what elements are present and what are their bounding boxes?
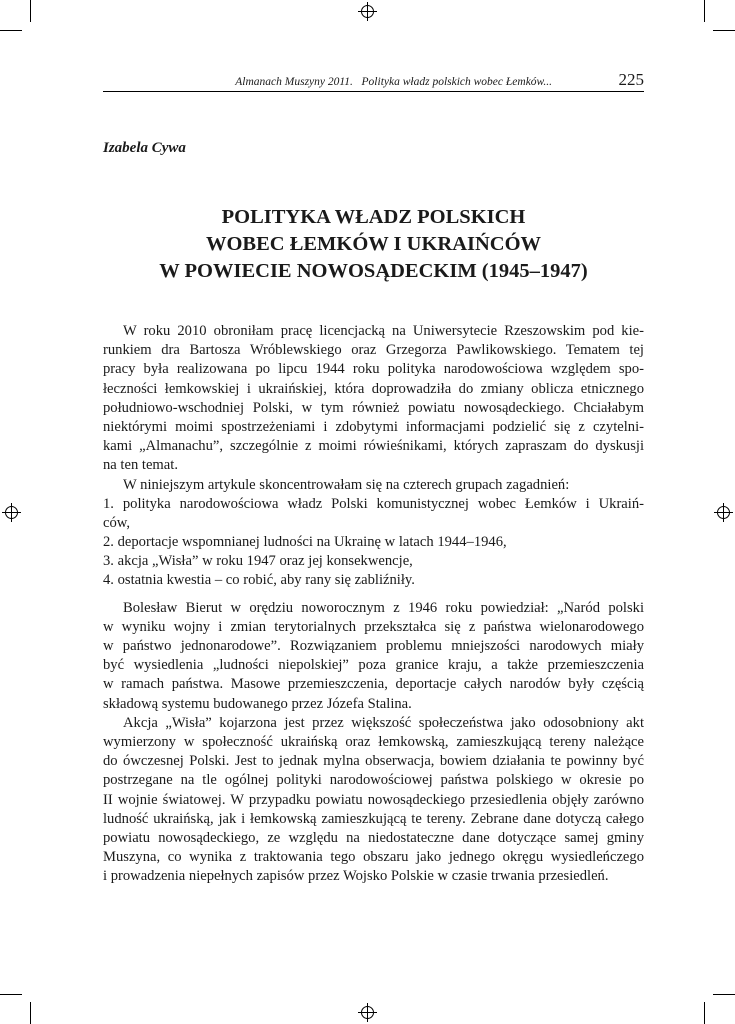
crop-mark (713, 994, 735, 995)
registration-mark-icon (361, 1006, 374, 1019)
text-line: na ten temat. (103, 457, 178, 474)
running-header (103, 70, 644, 92)
paragraph-intro (103, 322, 644, 476)
text-line: południowo-wschodniej Polski, w tym również powiatu nowosądeckiego. Chciałabym (103, 399, 644, 416)
crop-mark (30, 0, 31, 22)
crop-mark (704, 1002, 705, 1024)
article-short-title: Polityka władz polskich wobec Łemków... (361, 76, 552, 88)
text-line: składową systemu budowanego przez Józefa Stalina. (103, 695, 412, 712)
text-line: niektórymi moimi spostrzeżeniami i zdobytymi informacjami podzielić się z czytelni- (103, 418, 644, 435)
title-line: POLITYKA WŁADZ POLSKICH (221, 206, 526, 228)
crop-mark (30, 1002, 31, 1024)
text-line: Muszyna, co wynika z traktowania tego obszaru jako jednego okręgu wysiedleńczego (103, 849, 644, 866)
list-item: ców, (103, 514, 131, 531)
article-title (103, 204, 644, 285)
text-line: powiatu nowosądeckiego, ze względu na niedostateczne dane dotyczące samej gminy (103, 829, 644, 846)
text-line: w wyniku wojny i zmian terytorialnych przekształca się z państwa wielonarodowego (103, 618, 644, 635)
crop-mark (0, 30, 22, 31)
page-number: 225 (618, 70, 644, 89)
list-item: 1. polityka narodowościowa władz Polski komunistycznej wobec Łemków i Ukraiń- (103, 495, 644, 512)
article-body (103, 322, 644, 886)
text-line: W niniejszym artykule skoncentrowałam się na czterech grupach zagadnień: (123, 476, 570, 493)
author-name: Izabela Cywa (103, 140, 186, 156)
paragraph-wisla (103, 714, 644, 887)
list-item: 3. akcja „Wisła” w roku 1947 oraz jej konsekwencje, (103, 553, 413, 570)
registration-mark-icon (5, 506, 18, 519)
title-line: W POWIECIE NOWOSĄDECKIM (1945–1947) (159, 260, 588, 282)
text-line: Bolesław Bierut w orędziu noworocznym z 1946 roku powiedział: „Naród polski (123, 599, 644, 616)
registration-mark-icon (361, 5, 374, 18)
list-item: 4. ostatnia kwestia – co robić, aby rany się zabliźniły. (103, 572, 415, 589)
registration-mark-icon (717, 506, 730, 519)
text-line: kami „Almanachu”, szczególnie z moimi rówieśnikami, których zapraszam do dyskusji (103, 438, 644, 455)
list-item: 2. deportacje wspomnianej ludności na Ukrainę w latach 1944–1946, (103, 534, 507, 551)
text-line: II wojnie światowej. W przypadku powiatu nowosądeckiego przesiedlenia objęły zarówno (103, 791, 644, 808)
running-title (235, 76, 552, 88)
text-line: być wysiedlenia „ludności niepolskiej” poza granice kraju, a także przemieszczenia (103, 657, 644, 674)
journal-name: Almanach Muszyny 2011. (235, 76, 353, 88)
text-line: w państwo jednonarodowe”. Rozwiązaniem problemu mniejszości narodowych miały (103, 638, 644, 654)
paragraph-topics (103, 476, 644, 591)
crop-mark (704, 0, 705, 22)
text-line: do ówczesnej Polski. Jest to jednak mylna obserwacja, bowiem działania te powinny być (103, 753, 644, 770)
text-line: W roku 2010 obroniłam pracę licencjacką na Uniwersytecie Rzeszowskim pod kie- (123, 323, 644, 339)
paragraph-bierut (103, 599, 644, 714)
crop-mark (0, 994, 22, 995)
title-line: WOBEC ŁEMKÓW I UKRAIŃCÓW (205, 233, 542, 255)
text-line: postrzegane na tle ogólnej polityki narodowościowej państwa polskiego w okresie po (103, 772, 644, 789)
text-line: w ramach państwa. Masowe przemieszczenia, deportacje całych narodów były częścią (103, 676, 644, 693)
text-line: ludność ukraińską, jak i łemkowską zamieszkującą te tereny. Zebrane dane dotyczą całego (103, 810, 644, 827)
text-line: łeczności łemkowskiej i ukraińskiej, która doprowadziła do zmiany oblicza etnicznego (103, 380, 644, 397)
text-line: pracy była realizowana po lipcu 1944 roku polityka narodowościowa względem spo- (103, 361, 644, 378)
text-line: i prowadzenia niepełnych zapisów przez Wojsko Polskie w czasie trwania przesiedleń. (103, 868, 609, 885)
crop-mark (713, 30, 735, 31)
text-line: runkiem dra Bartosza Wróblewskiego oraz Grzegorza Pawlikowskiego. Tematem tej (103, 342, 644, 359)
text-line: wymierzony w społeczność ukraińską oraz łemkowską, zamieszkującą tereny należące (103, 733, 644, 750)
text-line: Akcja „Wisła” kojarzona jest przez większość społeczeństwa jako odosobniony akt (123, 714, 644, 731)
